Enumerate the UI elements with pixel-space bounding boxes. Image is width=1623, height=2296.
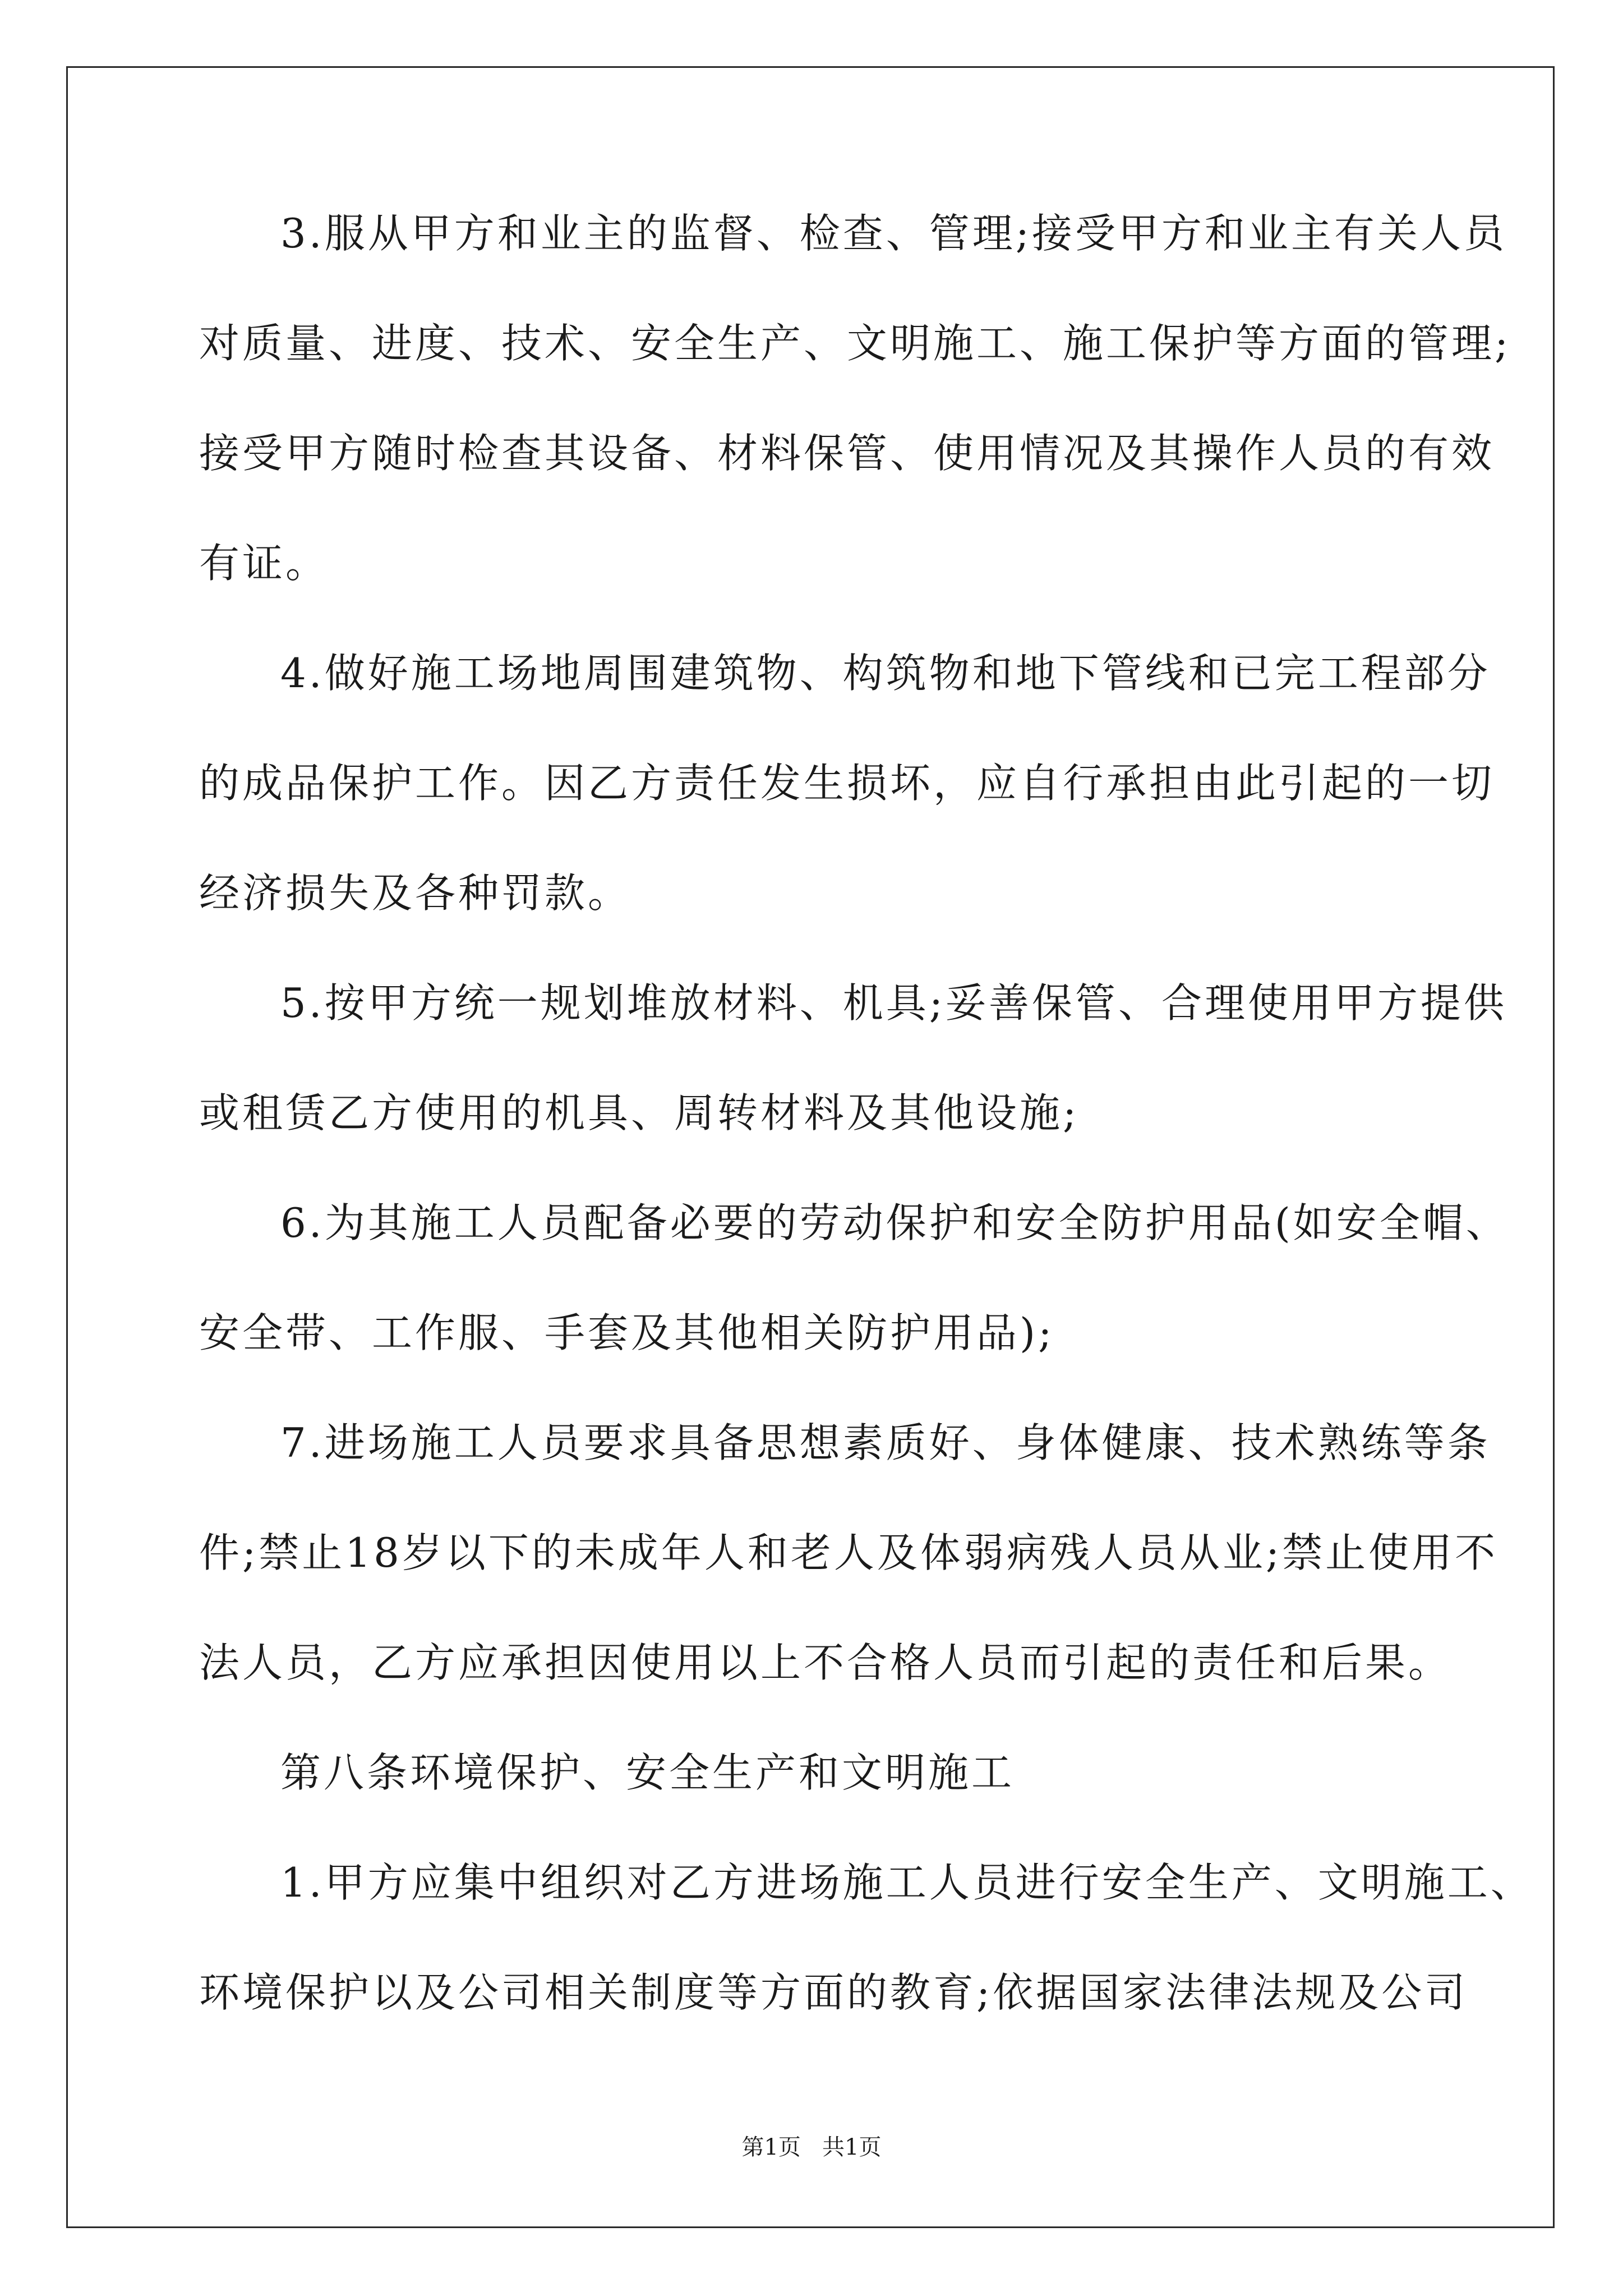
document-body (199, 210, 1534, 2082)
text-line: 接受甲方随时检查其设备、材料保管、使用情况及其操作人员的有效 (199, 430, 1495, 477)
text-line: 6.为其施工人员配备必要的劳动保护和安全防护用品(如安全帽、 (280, 1199, 1509, 1246)
text-line: 7.进场施工人员要求具备思想素质好、身体健康、技术熟练等条 (280, 1419, 1491, 1466)
text-line: 3.服从甲方和业主的监督、检查、管理;接受甲方和业主有关人员 (280, 210, 1507, 257)
text-line: 法人员，乙方应承担因使用以上不合格人员而引起的责任和后果。 (199, 1639, 1452, 1686)
text-line: 有证。 (199, 540, 329, 587)
text-line: 对质量、进度、技术、安全生产、文明施工、施工保护等方面的管理; (199, 320, 1511, 367)
text-line: 件;禁止18岁以下的未成年人和老人及体弱病残人员从业;禁止使用不 (199, 1529, 1498, 1576)
section-heading: 第八条环境保护、安全生产和文明施工 (280, 1749, 1015, 1796)
page-number-footer: 第1页 共1页 (741, 2134, 882, 2160)
text-line: 环境保护以及公司相关制度等方面的教育;依据国家法律法规及公司 (199, 1969, 1468, 2016)
text-line: 安全带、工作服、手套及其他相关防护用品); (199, 1309, 1055, 1356)
text-line: 4.做好施工场地周围建筑物、构筑物和地下管线和已完工程部分 (280, 650, 1491, 697)
text-line: 5.按甲方统一规划堆放材料、机具;妥善保管、合理使用甲方提供 (280, 979, 1507, 1027)
text-line: 1.甲方应集中组织对乙方进场施工人员进行安全生产、文明施工、 (280, 1859, 1534, 1906)
text-line: 经济损失及各种罚款。 (199, 869, 631, 917)
text-line: 或租赁乙方使用的机具、周转材料及其他设施; (199, 1089, 1080, 1137)
text-line: 的成品保护工作。因乙方责任发生损坏，应自行承担由此引起的一切 (199, 760, 1495, 807)
